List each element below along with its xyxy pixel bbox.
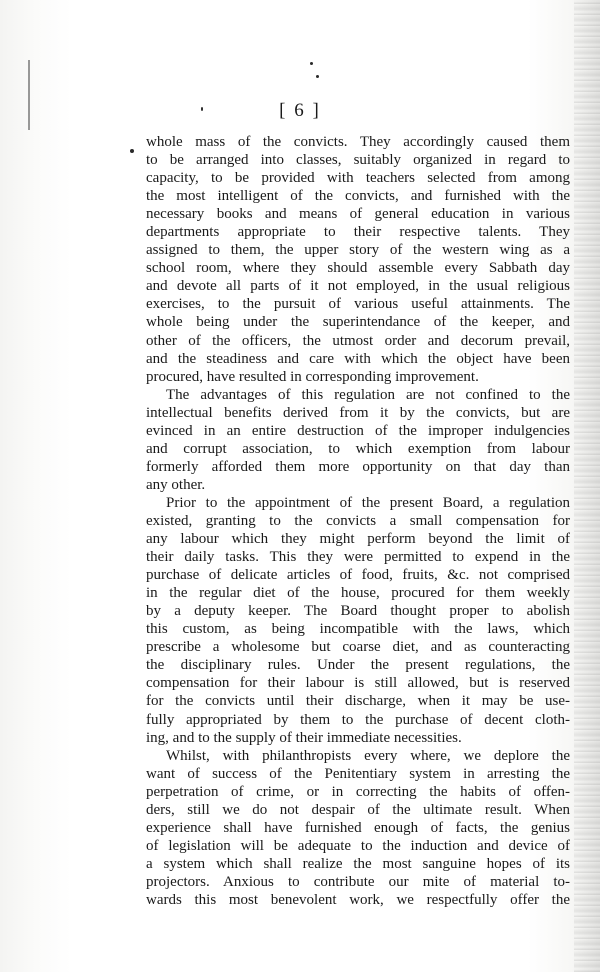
- text-line: compensation for their labour is still allowed, but is reserved: [146, 675, 570, 692]
- text-line: wards this most benevolent work, we respectfully offer the: [146, 891, 570, 908]
- text-line: prescribe a wholesome but coarse diet, and as counteracting: [146, 639, 570, 656]
- text-line: any labour which they might perform beyond the limit of: [146, 531, 570, 548]
- text-line: necessary books and means of general education in various: [146, 206, 570, 223]
- text-line: the disciplinary rules. Under the present regulations, the: [146, 657, 570, 674]
- text-line: evinced in an entire destruction of the improper indulgencies: [146, 422, 570, 439]
- text-line: of legislation will be adequate to the induction and device of: [146, 837, 570, 854]
- text-line: any other.: [146, 476, 206, 493]
- text-line: other of the officers, the utmost order and decorum prevail,: [146, 332, 570, 349]
- text-line: school room, where they should assemble every Sabbath day: [146, 260, 570, 277]
- text-line: and the steadiness and care with which the object have been: [146, 350, 570, 367]
- page-number: [ 6 ]: [279, 100, 321, 121]
- text-line: by a deputy keeper. The Board thought proper to abolish: [146, 603, 570, 620]
- text-line: in the regular diet of the house, procured for them weekly: [146, 585, 570, 602]
- text-line: whole mass of the convicts. They accordingly caused them: [146, 134, 570, 150]
- text-line: to be arranged into classes, suitably organized in regard to: [146, 152, 570, 169]
- text-line: ing, and to the supply of their immediate necessities.: [146, 729, 462, 746]
- torn-page-edge: [574, 0, 600, 972]
- text-line: whole being under the superintendance of the keeper, and: [146, 314, 570, 331]
- text-line: and devote all parts of it not employed, in the usual religious: [146, 278, 570, 295]
- text-line: projectors. Anxious to contribute our mite of material to-: [146, 873, 570, 890]
- text-line: departments appropriate to their respective talents. They: [146, 224, 570, 241]
- text-line: The advantages of this regulation are not confined to the: [166, 386, 570, 403]
- text-line: existed, granting to the convicts a small compensation for: [146, 512, 570, 529]
- text-line: assigned to them, the upper story of the western wing as a: [146, 242, 570, 259]
- ink-speck: [130, 149, 134, 153]
- body-text: [146, 133, 570, 909]
- text-line: formerly afforded them more opportunity on that day than: [146, 458, 570, 475]
- text-line: experience shall have furnished enough of facts, the genius: [146, 819, 570, 836]
- text-line: exercises, to the pursuit of various useful attainments. The: [146, 296, 570, 313]
- text-line: and corrupt association, to which exemption from labour: [146, 440, 570, 457]
- text-line: purchase of delicate articles of food, fruits, &c. not comprised: [146, 567, 570, 584]
- text-line: Whilst, with philanthropists every where, we deplore the: [166, 747, 570, 764]
- text-line: this custom, as being incompatible with the laws, which: [146, 621, 570, 638]
- ink-speck: [310, 62, 313, 65]
- text-line: Prior to the appointment of the present Board, a regulation: [166, 494, 570, 511]
- text-line: the most intelligent of the convicts, and furnished with the: [146, 188, 570, 205]
- text-line: intellectual benefits derived from it by the convicts, but are: [146, 404, 570, 421]
- text-line: ders, still we do not despair of the ultimate result. When: [146, 801, 570, 818]
- text-line: fully appropriated by them to the purchase of decent cloth-: [146, 711, 570, 728]
- text-line: for the convicts until their discharge, when it may be use-: [146, 693, 570, 710]
- ink-speck: [316, 75, 319, 78]
- text-line: want of success of the Penitentiary system in arresting the: [146, 765, 570, 782]
- text-line: procured, have resulted in corresponding improvement.: [146, 368, 479, 385]
- text-line: capacity, to be provided with teachers selected from among: [146, 170, 570, 187]
- text-line: perpetration of crime, or in correcting the habits of offen-: [146, 783, 570, 800]
- text-line: a system which shall realize the most sanguine hopes of its: [146, 855, 570, 872]
- text-line: their daily tasks. This they were permitted to expend in the: [146, 549, 570, 566]
